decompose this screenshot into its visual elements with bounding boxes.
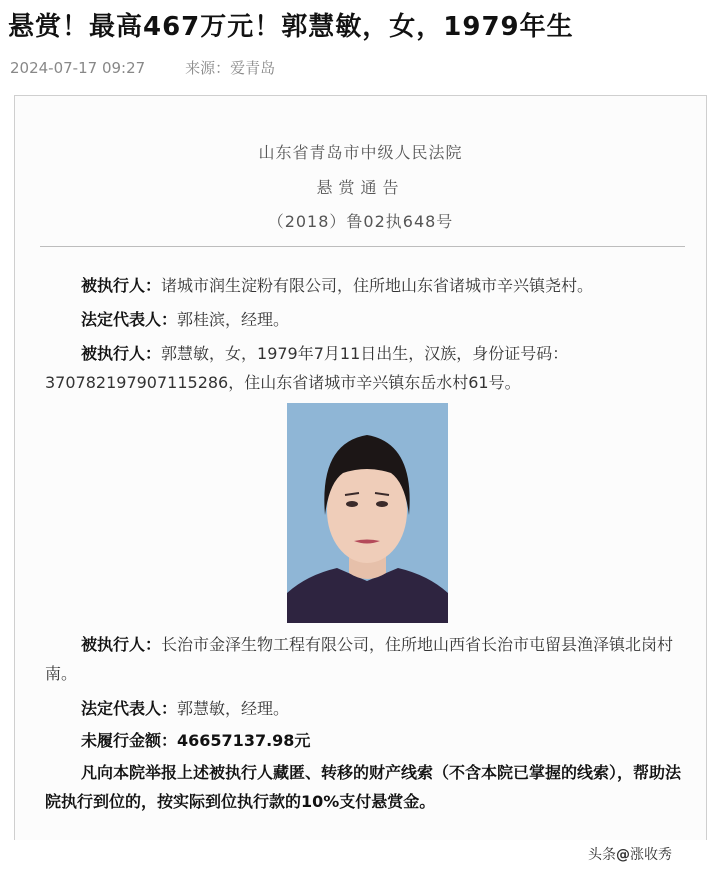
publish-date: 2024-07-17 09:27 (10, 59, 146, 77)
portrait-illustration (287, 403, 448, 623)
article-source[interactable]: 来源：爱青岛 (185, 59, 276, 77)
watermark-at: @ (616, 847, 630, 863)
article-meta (10, 57, 275, 78)
value: 46657137.98元 (177, 731, 311, 750)
article-headline: 悬赏！最高467万元！郭慧敏，女，1979年生 (8, 12, 574, 42)
watermark-handle: 涨收秀 (630, 847, 672, 863)
person-photo (287, 403, 448, 623)
reward-notice-image (14, 95, 707, 840)
value: 郭慧敏，经理。 (177, 699, 290, 718)
label: 法定代表人： (81, 310, 178, 329)
paragraph-executee-1 (45, 271, 690, 300)
paragraph-executee-3 (45, 630, 690, 688)
label: 被执行人： (81, 344, 162, 363)
notice-title: 悬赏通告 (316, 178, 405, 197)
value: 郭慧敏，女，1979年7月11日出生，汉族，身份证号码：370782197907115286，住山东省诸城市辛兴镇东岳水村61号。 (45, 344, 569, 392)
court-name: 山东省青岛市中级人民法院 (258, 143, 463, 162)
label: 被执行人： (81, 276, 162, 295)
case-number: （2018）鲁02执648号 (267, 212, 454, 231)
paragraph-reward-terms (45, 758, 690, 816)
toutiao-watermark (588, 844, 672, 864)
value: 郭桂滨，经理。 (177, 310, 290, 329)
label: 法定代表人： (81, 699, 178, 718)
paragraph-legal-rep-1 (45, 305, 690, 334)
value: 凡向本院举报上述被执行人藏匿、转移的财产线索（不含本院已掌握的线索），帮助法院执行到位的，按实际到位执行款的10%支付悬赏金。 (45, 763, 682, 811)
paragraph-executee-2 (45, 339, 690, 397)
label: 未履行金额： (81, 731, 178, 750)
watermark-prefix: 头条 (588, 847, 616, 863)
value: 长治市金泽生物工程有限公司，住所地山西省长治市屯留县渔泽镇北岗村南。 (45, 635, 674, 683)
divider (40, 246, 685, 247)
paragraph-legal-rep-2 (45, 694, 690, 723)
value: 诸城市润生淀粉有限公司，住所地山东省诸城市辛兴镇尧村。 (161, 276, 594, 295)
label: 被执行人： (81, 635, 162, 654)
paragraph-unpaid-amount (45, 726, 690, 755)
